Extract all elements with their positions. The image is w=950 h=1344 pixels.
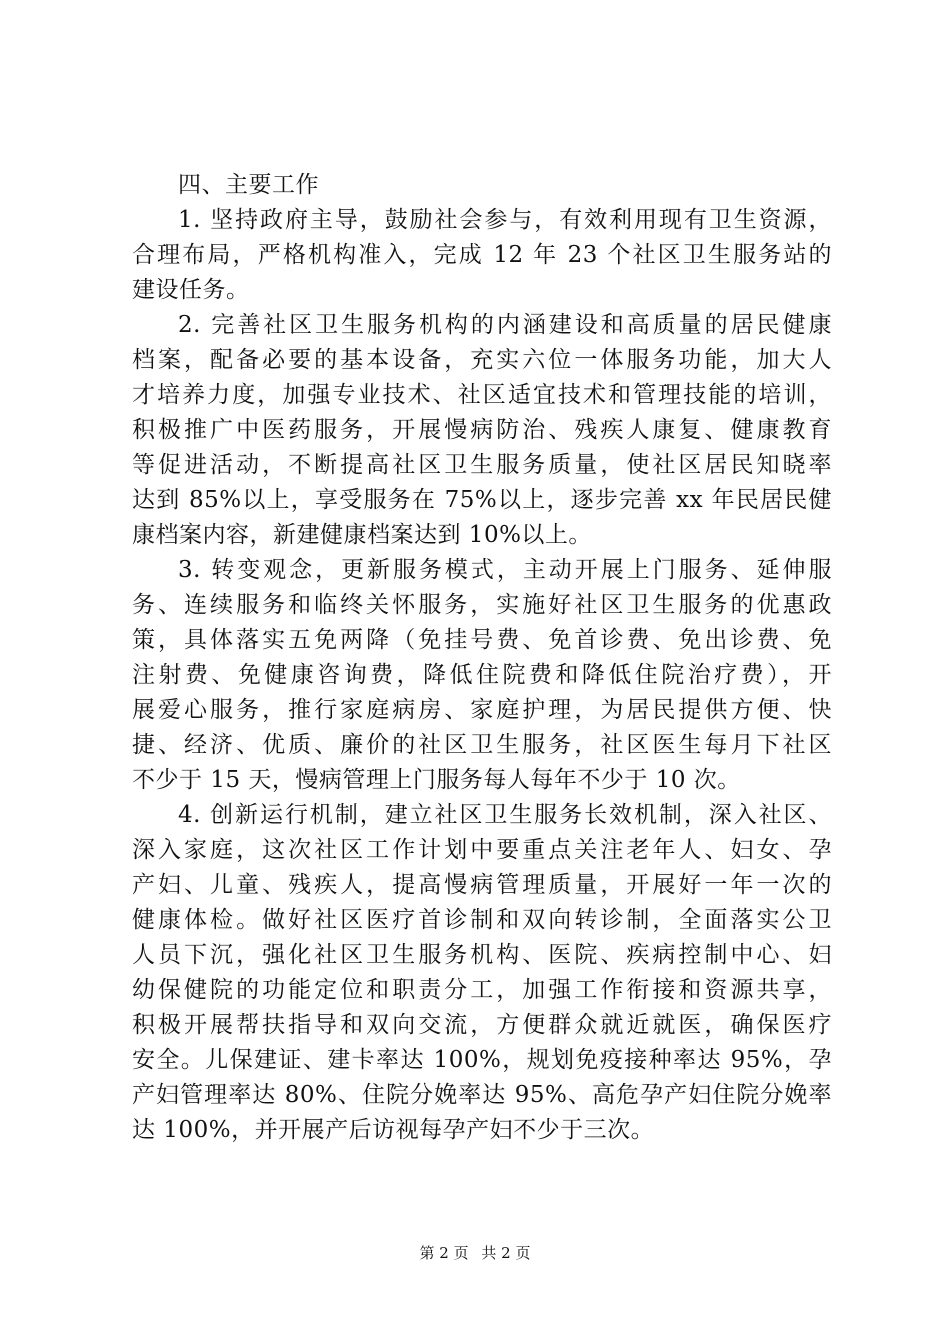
paragraph-line: 档案，配备必要的基本设备，充实六位一体服务功能，加大人 xyxy=(132,347,832,373)
paragraph-line: 等促进活动，不断提高社区卫生服务质量，使社区居民知晓率 xyxy=(132,452,832,478)
paragraph-line: 安全。儿保建证、建卡率达 100%，规划免疫接种率达 95%，孕 xyxy=(132,1047,832,1073)
paragraph-line: 注射费、免健康咨询费，降低住院费和降低住院治疗费），开 xyxy=(132,662,832,688)
paragraph-line: 不少于 15 天，慢病管理上门服务每人每年不少于 10 次。 xyxy=(132,767,741,793)
paragraph-line: 幼保健院的功能定位和职责分工，加强工作衔接和资源共享， xyxy=(132,977,832,1003)
paragraph-line: 合理布局，严格机构准入，完成 12 年 23 个社区卫生服务站的 xyxy=(132,242,832,268)
document-body xyxy=(132,168,832,1148)
page-total: 共 2 页 xyxy=(481,1244,531,1262)
page-footer xyxy=(0,1243,950,1263)
paragraph-line: 捷、经济、优质、廉价的社区卫生服务，社区医生每月下社区 xyxy=(132,732,832,758)
paragraph-line: 3. 转变观念，更新服务模式，主动开展上门服务、延伸服 xyxy=(178,557,832,583)
paragraph-line: 才培养力度，加强专业技术、社区适宜技术和管理技能的培训， xyxy=(132,382,832,408)
paragraph-line: 健康体检。做好社区医疗首诊制和双向转诊制，全面落实公卫 xyxy=(132,907,832,933)
paragraph-line: 达到 85%以上，享受服务在 75%以上，逐步完善 xx 年民居民健 xyxy=(132,487,832,513)
paragraph-line: 积极推广中医药服务，开展慢病防治、残疾人康复、健康教育 xyxy=(132,417,832,443)
paragraph-line: 2. 完善社区卫生服务机构的内涵建设和高质量的居民健康 xyxy=(178,312,832,338)
paragraph-line: 建设任务。 xyxy=(132,277,250,303)
paragraph-line: 策，具体落实五免两降（免挂号费、免首诊费、免出诊费、免 xyxy=(132,627,832,653)
paragraph-line: 4. 创新运行机制，建立社区卫生服务长效机制，深入社区、 xyxy=(178,802,832,828)
paragraph-line: 1. 坚持政府主导，鼓励社会参与，有效利用现有卫生资源， xyxy=(178,207,832,233)
paragraph-line: 务、连续服务和临终关怀服务，实施好社区卫生服务的优惠政 xyxy=(132,592,832,618)
paragraph-line: 展爱心服务，推行家庭病房、家庭护理，为居民提供方便、快 xyxy=(132,697,832,723)
page-number: 第 2 页 xyxy=(419,1244,469,1262)
section-heading: 四、主要工作 xyxy=(178,172,319,198)
paragraph-line: 达 100%，并开展产后访视每孕产妇不少于三次。 xyxy=(132,1117,655,1143)
paragraph-line: 产妇、儿童、残疾人，提高慢病管理质量，开展好一年一次的 xyxy=(132,872,832,898)
paragraph-line: 产妇管理率达 80%、住院分娩率达 95%、高危孕产妇住院分娩率 xyxy=(132,1082,832,1108)
paragraph-line: 人员下沉，强化社区卫生服务机构、医院、疾病控制中心、妇 xyxy=(132,942,832,968)
paragraph-line: 积极开展帮扶指导和双向交流，方便群众就近就医，确保医疗 xyxy=(132,1012,832,1038)
paragraph-line: 深入家庭，这次社区工作计划中要重点关注老年人、妇女、孕 xyxy=(132,837,832,863)
paragraph-line: 康档案内容，新建健康档案达到 10%以上。 xyxy=(132,522,592,548)
